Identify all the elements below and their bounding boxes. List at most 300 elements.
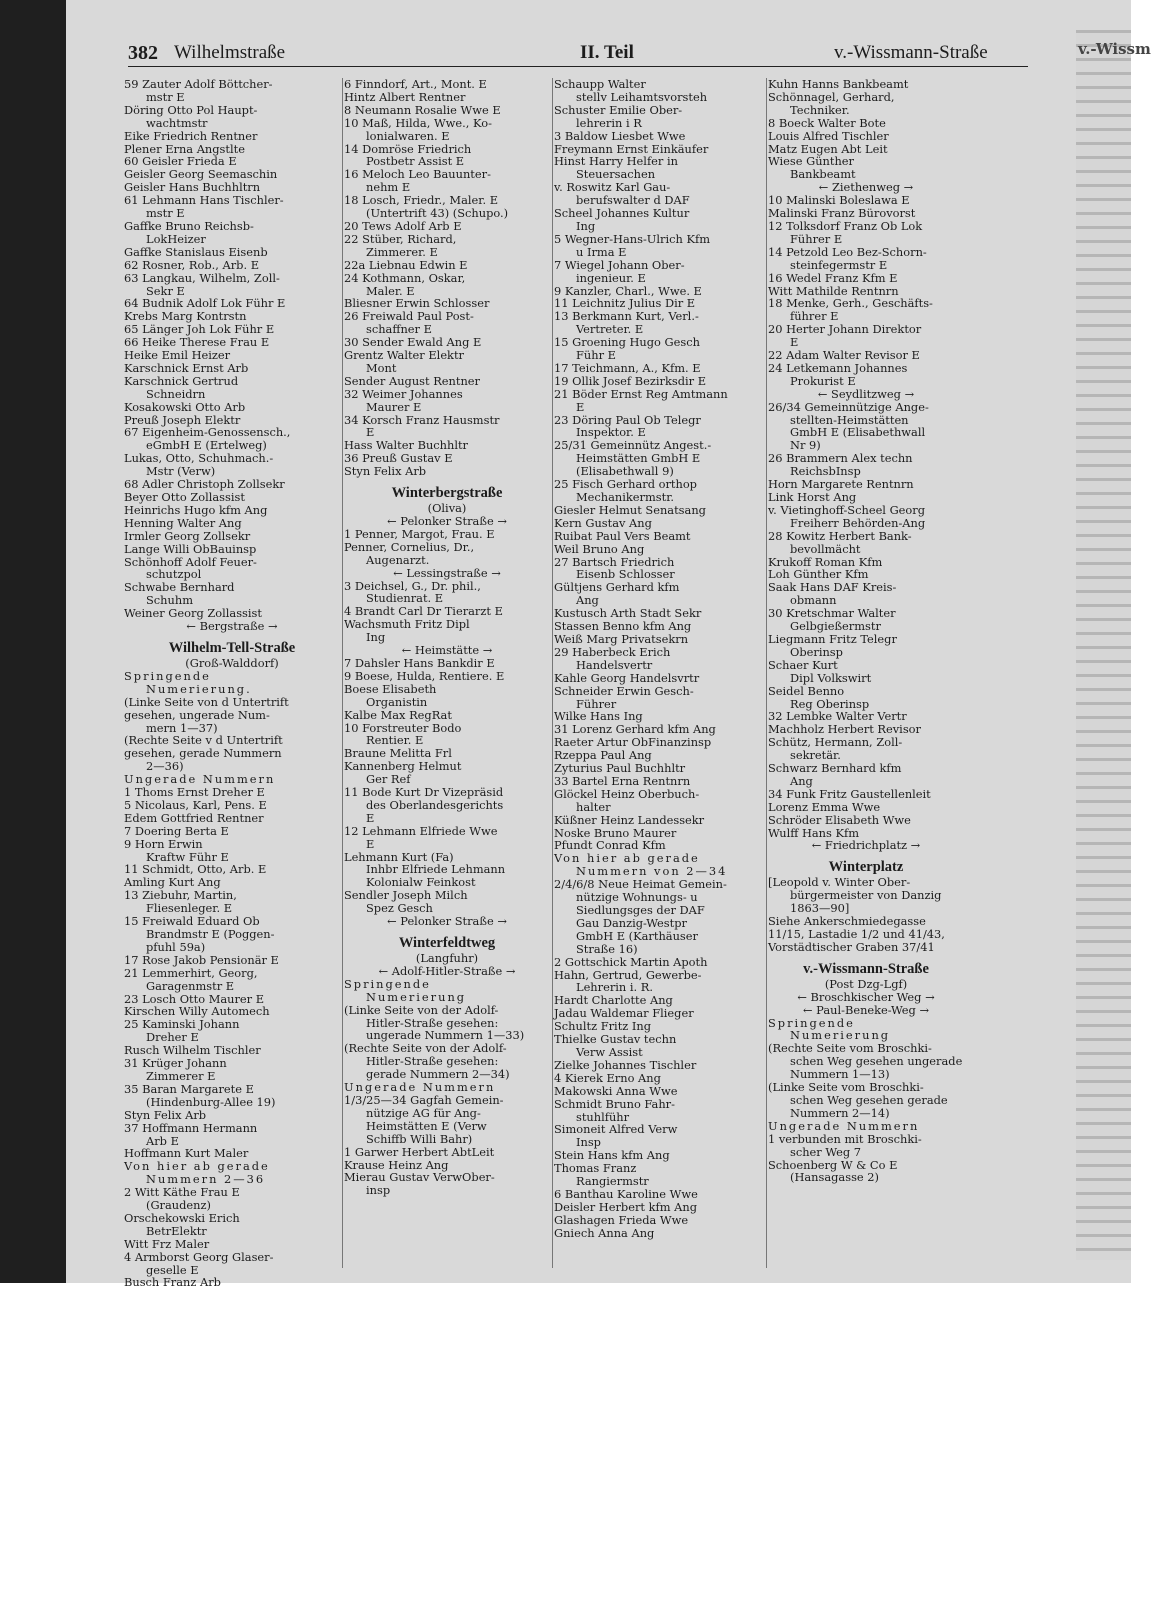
- numbering-note: Springende: [344, 976, 431, 991]
- directory-entry: 5 Wegner-Hans-Ulrich Kfm: [554, 231, 710, 246]
- directory-entry: 6 Finndorf, Art., Mont. E: [344, 77, 487, 91]
- directory-entry: 5 Nicolaus, Karl, Pens. E: [124, 797, 267, 812]
- directory-entry: 21 Böder Ernst Reg Amtmann: [554, 386, 728, 401]
- directory-entry: 4 Brandt Carl Dr Tierarzt E: [344, 604, 503, 619]
- directory-entry: Boese Elisabeth: [344, 681, 437, 696]
- directory-entry: Hitler-Straße gesehen:: [366, 1015, 499, 1030]
- directory-entry: bürgermeister von Danzig: [790, 888, 942, 903]
- directory-entry: Kosakowski Otto Arb: [124, 399, 246, 414]
- directory-entry: stellten-Heimstätten: [790, 412, 909, 427]
- directory-entry: Organistin: [366, 694, 428, 709]
- directory-entry: Krukoff Roman Kfm: [768, 554, 883, 569]
- directory-entry: gerade Nummern 2—34): [366, 1067, 510, 1082]
- directory-entry: Nr 9): [790, 438, 821, 453]
- directory-entry: des Oberlandesgerichts: [366, 797, 504, 812]
- directory-entry: Simoneit Alfred Verw: [554, 1122, 678, 1137]
- directory-entry: 36 Preuß Gustav E: [344, 451, 453, 466]
- directory-entry: Gau Danzig-Westpr: [576, 915, 687, 930]
- directory-entry: 62 Rosner, Rob., Arb. E: [124, 257, 260, 272]
- directory-entry: Geisler Hans Buchhltrn: [124, 180, 261, 195]
- directory-entry: pfuhl 59a): [146, 939, 206, 954]
- directory-entry: 1 Penner, Margot, Frau. E: [344, 526, 495, 541]
- directory-entry: Lange Willi ObBauinsp: [124, 541, 257, 556]
- column-1: [124, 77, 340, 1290]
- directory-entry: Schuster Emilie Ober-: [554, 102, 683, 117]
- directory-entry: Siehe Ankerschmiedegasse: [768, 914, 926, 929]
- directory-entry: 59 Zauter Adolf Böttcher-: [124, 77, 273, 91]
- directory-entry: 29 Haberbeck Erich: [554, 644, 671, 659]
- directory-entry: Sender August Rentner: [344, 373, 480, 388]
- directory-entry: Studienrat. E: [366, 591, 444, 606]
- column-2: [344, 78, 550, 1268]
- directory-entry: Handelsvertr: [576, 657, 653, 672]
- directory-entry: Wulff Hans Kfm: [768, 825, 859, 840]
- directory-entry: Edem Gottfried Rentner: [124, 810, 264, 825]
- directory-entry: 2—36): [146, 759, 184, 774]
- directory-entry: (Rechte Seite von der Adolf-: [344, 1041, 507, 1056]
- directory-entry: 64 Budnik Adolf Lok Führ E: [124, 296, 286, 311]
- directory-entry: Ing: [366, 630, 386, 645]
- directory-entry: 3 Deichsel, G., Dr. phil.,: [344, 578, 481, 593]
- directory-entry: 37 Hoffmann Hermann: [124, 1120, 258, 1135]
- directory-entry: Gelbgießermstr: [790, 619, 881, 634]
- directory-entry: Prokurist E: [790, 373, 856, 388]
- directory-entry: gesehen, ungerade Num-: [124, 707, 270, 722]
- directory-entry: 7 Wiegel Johann Ober-: [554, 257, 685, 272]
- directory-entry: 19 Ollik Josef Bezirksdir E: [554, 373, 707, 388]
- directory-entry: 26 Brammern Alex techn: [768, 451, 913, 466]
- directory-entry: Link Horst Ang: [768, 490, 857, 504]
- directory-entry: 23 Döring Paul Ob Telegr: [554, 412, 701, 427]
- directory-entry: Heimstätten GmbH E: [576, 451, 701, 466]
- directory-entry: Oberinsp: [790, 644, 843, 659]
- street-heading: Winterfeldtweg: [398, 935, 496, 951]
- directory-entry: Hoffmann Kurt Maler: [124, 1146, 249, 1161]
- directory-entry: 67 Eigenheim-Genossensch.,: [124, 425, 291, 440]
- directory-entry: 16 Meloch Leo Bauunter-: [344, 167, 491, 182]
- directory-entry: Arb E: [146, 1133, 179, 1148]
- directory-entry: 31 Krüger Johann: [124, 1056, 227, 1071]
- directory-entry: Küßner Heinz Landessekr: [554, 812, 705, 827]
- directory-entry: 12 Tolksdorf Franz Ob Lok: [768, 218, 923, 233]
- cross-street: ← Pelonker Straße →: [387, 914, 507, 929]
- directory-entry: Weiner Georg Zollassist: [124, 606, 262, 621]
- directory-entry: steinfegermstr E: [790, 257, 888, 272]
- directory-entry: 6 Banthau Karoline Wwe: [554, 1186, 698, 1201]
- directory-entry: Ang: [576, 593, 599, 608]
- directory-entry: mstr E: [146, 206, 185, 221]
- directory-entry: Döring Otto Pol Haupt-: [124, 102, 258, 117]
- directory-entry: 26/34 Gemeinnützige Ange-: [768, 399, 929, 414]
- directory-entry: Penner, Cornelius, Dr.,: [344, 539, 475, 554]
- directory-entry: Heinrichs Hugo kfm Ang: [124, 502, 268, 517]
- directory-entry: GmbH E (Elisabethwall: [790, 425, 926, 440]
- header-left-street: Wilhelmstraße: [174, 42, 286, 63]
- directory-entry: 20 Herter Johann Direktor: [768, 322, 922, 337]
- directory-entry: Scheel Johannes Kultur: [554, 206, 690, 221]
- directory-entry: 18 Losch, Friedr., Maler. E: [344, 193, 499, 208]
- directory-entry: Nummern 1—13): [790, 1067, 890, 1082]
- directory-entry: Amling Kurt Ang: [124, 875, 221, 890]
- directory-entry: Thielke Gustav techn: [554, 1032, 677, 1047]
- directory-entry: Kustusch Arth Stadt Sekr: [554, 606, 702, 621]
- directory-entry: 28 Kowitz Herbert Bank-: [768, 528, 912, 543]
- directory-entry: Witt Mathilde Rentnrn: [768, 283, 899, 298]
- directory-entry: Inhbr Elfriede Lehmann: [366, 862, 506, 877]
- directory-entry: scher Weg 7: [790, 1144, 862, 1159]
- directory-entry: nützige Wohnungs- u: [576, 890, 698, 905]
- district-label: (Groß-Walddorf): [185, 655, 279, 670]
- directory-entry: Brandmstr E (Poggen-: [146, 927, 275, 941]
- directory-entry: 14 Petzold Leo Bez-Schorn-: [768, 244, 927, 259]
- directory-entry: Sendler Joseph Milch: [344, 888, 468, 903]
- directory-entry: Henning Walter Ang: [124, 515, 242, 530]
- directory-entry: 22a Liebnau Edwin E: [344, 257, 468, 272]
- facing-page-header: v.-Wissm: [1078, 40, 1151, 58]
- directory-entry: 1863—90]: [790, 901, 850, 916]
- directory-entry: Ing: [576, 218, 596, 233]
- directory-entry: 2 Gottschick Martin Apoth: [554, 954, 708, 969]
- directory-entry: Deisler Herbert kfm Ang: [554, 1199, 698, 1214]
- directory-entry: Plener Erna Angstlte: [124, 141, 245, 156]
- numbering-note: Numerierung: [790, 1028, 891, 1043]
- directory-entry: 9 Boese, Hulda, Rentiere. E: [344, 668, 505, 683]
- directory-entry: Schaer Kurt: [768, 657, 838, 672]
- directory-entry: 16 Wedel Franz Kfm E: [768, 270, 898, 285]
- directory-entry: ungerade Nummern 1—33): [366, 1028, 525, 1043]
- directory-entry: Witt Frz Maler: [124, 1236, 210, 1251]
- directory-entry: 25/31 Gemeinnütz Angest.-: [554, 438, 712, 453]
- directory-entry: Hass Walter Buchhltr: [344, 438, 468, 453]
- directory-entry: Stassen Benno kfm Ang: [554, 619, 692, 634]
- directory-entry: berufswalter d DAF: [576, 193, 690, 208]
- directory-entry: lonialwaren. E: [366, 128, 450, 143]
- directory-entry: Raeter Artur ObFinanzinsp: [554, 735, 712, 750]
- directory-entry: Weiß Marg Privatsekrn: [554, 631, 689, 646]
- district-label: (Langfuhr): [415, 951, 479, 965]
- column-divider: [342, 78, 343, 1268]
- directory-entry: 65 Länger Joh Lok Führ E: [124, 322, 275, 337]
- directory-entry: nehm E: [366, 180, 411, 195]
- numbering-note: Numerierung: [366, 989, 467, 1004]
- directory-entry: (Hindenburg-Allee 19): [146, 1094, 276, 1109]
- column-4: [768, 78, 964, 1268]
- directory-entry: lehrerin i R: [576, 115, 642, 130]
- directory-entry: Spez Gesch: [366, 901, 433, 916]
- directory-entry: nützige AG für Ang-: [366, 1105, 481, 1120]
- directory-entry: Zimmerer. E: [366, 244, 438, 259]
- facing-page-bleed: [1076, 30, 1131, 1260]
- directory-entry: Schiffb Willi Bahr): [366, 1131, 473, 1146]
- directory-entry: 17 Teichmann, A., Kfm. E: [554, 360, 701, 375]
- directory-entry: 24 Letkemann Johannes: [768, 360, 908, 375]
- directory-entry: Matz Eugen Abt Leit: [768, 141, 888, 156]
- directory-entry: Lehmann Kurt (Fa): [344, 849, 454, 864]
- directory-entry: 30 Kretschmar Walter: [768, 606, 896, 621]
- directory-entry: Schönnagel, Gerhard,: [768, 89, 895, 104]
- directory-entry: Preuß Joseph Elektr: [124, 412, 241, 427]
- cross-street: ← Heimstätte →: [401, 643, 493, 658]
- directory-entry: Hitler-Straße gesehen:: [366, 1054, 499, 1069]
- directory-entry: Lukas, Otto, Schuhmach.-: [124, 451, 274, 466]
- directory-entry: Kannenberg Helmut: [344, 759, 462, 774]
- directory-entry: Machholz Herbert Revisor: [768, 722, 921, 737]
- directory-entry: 1 Garwer Herbert AbtLeit: [344, 1144, 495, 1159]
- directory-entry: Eike Friedrich Rentner: [124, 128, 258, 143]
- directory-entry: Styn Felix Arb: [344, 464, 427, 479]
- directory-entry: schaffner E: [366, 322, 432, 337]
- cross-street: ← Paul-Beneke-Weg →: [803, 1002, 929, 1017]
- directory-entry: (Rechte Seite v d Untertrift: [124, 733, 283, 748]
- directory-entry: Wilke Hans Ing: [554, 709, 643, 724]
- directory-entry: Liegmann Fritz Telegr: [768, 631, 897, 646]
- directory-entry: schutzpol: [146, 567, 202, 582]
- directory-entry: Schönhoff Adolf Feuer-: [124, 554, 257, 569]
- cross-street: ← Friedrichplatz →: [811, 838, 921, 853]
- directory-entry: Hahn, Gertrud, Gewerbe-: [554, 967, 702, 982]
- district-label: (Oliva): [427, 501, 467, 516]
- directory-entry: Gaffke Stanislaus Eisenb: [124, 244, 268, 259]
- directory-entry: führer E: [790, 309, 839, 324]
- column-divider: [766, 78, 767, 1268]
- directory-entry: 8 Neumann Rosalie Wwe E: [344, 102, 501, 117]
- directory-entry: Eisenb Schlosser: [576, 567, 675, 582]
- directory-entry: 22 Stüber, Richard,: [344, 231, 457, 246]
- directory-entry: Glöckel Heinz Oberbuch-: [554, 786, 700, 801]
- directory-entry: 4 Armborst Georg Glaser-: [124, 1249, 274, 1264]
- directory-entry: E: [576, 399, 585, 414]
- cross-street: ← Ziethenweg →: [818, 180, 914, 195]
- directory-entry: Nummern 2—14): [790, 1105, 890, 1120]
- directory-entry: Maler. E: [366, 283, 415, 298]
- directory-entry: Karschnick Ernst Arb: [124, 360, 249, 375]
- cross-street: ← Seydlitzweg →: [817, 386, 915, 401]
- numbering-note: Springende: [768, 1015, 855, 1030]
- directory-entry: LokHeizer: [146, 231, 206, 246]
- directory-entry: Schwarz Bernhard kfm: [768, 761, 902, 776]
- directory-entry: Hinst Harry Helfer in: [554, 154, 678, 169]
- directory-entry: 4 Kierek Erno Ang: [554, 1070, 661, 1085]
- directory-entry: 13 Berkmann Kurt, Verl.-: [554, 309, 699, 324]
- directory-entry: 8 Boeck Walter Bote: [768, 115, 886, 130]
- numbering-note: Ungerade Nummern: [344, 1080, 496, 1095]
- directory-entry: 63 Langkau, Wilhelm, Zoll-: [124, 270, 280, 285]
- directory-entry: 31 Lorenz Gerhard kfm Ang: [554, 722, 716, 737]
- directory-entry: 3 Baldow Liesbet Wwe: [554, 128, 686, 143]
- directory-entry: 11 Schmidt, Otto, Arb. E: [124, 862, 267, 877]
- directory-entry: obmann: [790, 593, 837, 608]
- street-heading: Winterplatz: [828, 859, 904, 876]
- directory-entry: Krause Heinz Ang: [344, 1157, 449, 1172]
- directory-entry: Malinski Franz Bürovorst: [768, 206, 916, 221]
- directory-entry: Mont: [366, 360, 397, 375]
- directory-entry: Jadau Waldemar Flieger: [554, 1006, 694, 1021]
- street-heading: Wilhelm-Tell-Straße: [168, 639, 296, 656]
- directory-entry: Mierau Gustav VerwOber-: [344, 1170, 495, 1185]
- directory-entry: 7 Dahsler Hans Bankdir E: [344, 655, 495, 670]
- directory-entry: 14 Domröse Friedrich: [344, 141, 472, 156]
- directory-entry: Rzeppa Paul Ang: [554, 748, 652, 763]
- directory-entry: Zyturius Paul Buchhltr: [554, 761, 686, 776]
- directory-entry: 17 Rose Jakob Pensionär E: [124, 952, 279, 967]
- directory-entry: Ang: [790, 773, 813, 788]
- directory-entry: (Rechte Seite vom Broschki-: [768, 1041, 932, 1056]
- directory-entry: (Linke Seite von der Adolf-: [344, 1002, 499, 1017]
- directory-entry: ReichsbInsp: [790, 464, 861, 479]
- directory-entry: Kraftw Führ E: [146, 849, 229, 864]
- directory-entry: E: [366, 810, 375, 825]
- directory-entry: Garagenmstr E: [146, 978, 235, 993]
- directory-entry: GmbH E (Karthäuser: [576, 928, 698, 943]
- directory-entry: Vertreter. E: [576, 322, 644, 337]
- directory-entry: Stein Hans kfm Ang: [554, 1148, 670, 1163]
- directory-entry: 61 Lehmann Hans Tischler-: [124, 193, 284, 208]
- directory-entry: Geisler Georg Seemaschin: [124, 167, 278, 182]
- directory-entry: Fliesenleger. E: [146, 901, 233, 916]
- numbering-note: Nummern 2—36: [146, 1172, 266, 1187]
- directory-entry: Louis Alfred Tischler: [768, 128, 889, 143]
- directory-entry: eGmbH E (Ertelweg): [146, 438, 267, 453]
- directory-entry: Maurer E: [366, 399, 422, 414]
- column-divider: [552, 78, 553, 1268]
- cross-street: ← Pelonker Straße →: [387, 514, 507, 528]
- directory-entry: [Leopold v. Winter Ober-: [768, 875, 911, 890]
- page-number: 382: [128, 42, 158, 64]
- directory-entry: Karschnick Gertrud: [124, 373, 239, 388]
- directory-entry: (Linke Seite von d Untertrift: [124, 694, 289, 709]
- directory-entry: mern 1—37): [146, 720, 218, 735]
- directory-entry: Ruibat Paul Vers Beamt: [554, 528, 691, 543]
- directory-entry: schen Weg gesehen ungerade: [790, 1054, 963, 1069]
- directory-entry: Grentz Walter Elektr: [344, 348, 464, 363]
- directory-entry: Kuhn Hanns Bankbeamt: [768, 77, 909, 91]
- directory-entry: (Graudenz): [146, 1198, 211, 1213]
- numbering-note: Numerierung.: [146, 681, 252, 696]
- directory-entry: mstr E: [146, 89, 185, 104]
- directory-entry: 10 Malinski Boleslawa E: [768, 193, 910, 208]
- directory-entry: Weil Bruno Ang: [554, 541, 645, 556]
- directory-entry: 34 Funk Fritz Gaustellenleit: [768, 786, 931, 801]
- directory-entry: u Irma E: [576, 244, 627, 259]
- directory-entry: Krebs Marg Kontrstn: [124, 309, 247, 324]
- directory-entry: 7 Doering Berta E: [124, 823, 229, 838]
- directory-entry: Insp: [576, 1135, 601, 1150]
- directory-entry: Augenarzt.: [366, 552, 430, 567]
- street-heading: Winterbergstraße: [391, 485, 503, 502]
- directory-entry: Hintz Albert Rentner: [344, 89, 466, 104]
- directory-entry: halter: [576, 799, 611, 814]
- directory-entry: Schaupp Walter: [554, 77, 646, 91]
- directory-entry: 34 Korsch Franz Hausmstr: [344, 412, 500, 427]
- directory-entry: E: [366, 425, 375, 440]
- directory-entry: Noske Bruno Maurer: [554, 825, 677, 840]
- directory-entry: 24 Kothmann, Oskar,: [344, 270, 466, 285]
- numbering-note: Springende: [124, 668, 211, 683]
- directory-entry: geselle E: [146, 1262, 199, 1277]
- directory-entry: Busch Franz Arb: [124, 1275, 221, 1290]
- directory-entry: 21 Lemmerhirt, Georg,: [124, 965, 258, 980]
- directory-entry: Schoenberg W & Co E: [768, 1157, 898, 1172]
- directory-entry: Loh Günther Kfm: [768, 567, 869, 582]
- directory-entry: (Untertrift 43) (Schupo.): [366, 206, 509, 221]
- directory-entry: Techniker.: [790, 102, 850, 117]
- directory-entry: Orschekowski Erich: [124, 1210, 240, 1225]
- directory-entry: 23 Losch Otto Maurer E: [124, 991, 265, 1006]
- numbering-note: Ungerade Nummern: [768, 1118, 920, 1133]
- directory-entry: 1 Thoms Ernst Dreher E: [124, 785, 265, 800]
- directory-entry: Ger Ref: [366, 772, 411, 787]
- directory-entry: (Linke Seite vom Broschki-: [768, 1080, 924, 1095]
- numbering-note: Ungerade Nummern: [124, 772, 276, 787]
- directory-entry: Gaffke Bruno Reichsb-: [124, 218, 254, 233]
- directory-entry: Heike Emil Heizer: [124, 348, 231, 363]
- directory-entry: Rangiermstr: [576, 1174, 649, 1189]
- directory-entry: schen Weg gesehen gerade: [790, 1092, 948, 1107]
- directory-entry: wachtmstr: [146, 115, 208, 130]
- directory-entry: Giesler Helmut Senatsang: [554, 502, 706, 517]
- page-header: [128, 40, 1028, 67]
- directory-entry: 11 Bode Kurt Dr Vizepräsid: [344, 785, 504, 800]
- directory-entry: stuhlführ: [576, 1109, 630, 1124]
- directory-entry: Schütz, Hermann, Zoll-: [768, 735, 903, 750]
- directory-entry: Straße 16): [576, 941, 638, 956]
- directory-entry: BetrElektr: [146, 1223, 207, 1238]
- directory-entry: Dreher E: [146, 1030, 199, 1045]
- directory-entry: Wachsmuth Fritz Dipl: [344, 617, 470, 632]
- directory-entry: Schneider Erwin Gesch-: [554, 683, 694, 698]
- directory-entry: (Hansagasse 2): [790, 1170, 879, 1185]
- directory-entry: Kolonialw Feinkost: [366, 875, 476, 890]
- directory-entry: Siedlungsges der DAF: [576, 903, 705, 917]
- directory-entry: 60 Geisler Frieda E: [124, 154, 237, 169]
- directory-entry: Kern Gustav Ang: [554, 515, 652, 530]
- directory-entry: 11 Leichnitz Julius Dir E: [554, 296, 696, 311]
- directory-entry: stellv Leihamtsvorsteh: [576, 89, 708, 104]
- directory-entry: insp: [366, 1183, 391, 1198]
- cross-street: ← Bergstraße →: [186, 619, 278, 634]
- directory-entry: Mechanikermstr.: [576, 490, 675, 504]
- directory-entry: v. Vietinghoff-Scheel Georg: [768, 502, 926, 517]
- directory-entry: 68 Adler Christoph Zollsekr: [124, 477, 285, 492]
- directory-entry: Seidel Benno: [768, 683, 845, 698]
- directory-entry: 35 Baran Margarete E: [124, 1081, 254, 1096]
- directory-entry: 2 Witt Käthe Frau E: [124, 1185, 240, 1200]
- directory-entry: Schmidt Bruno Fahr-: [554, 1096, 675, 1111]
- directory-entry: Styn Felix Arb: [124, 1107, 207, 1122]
- directory-entry: Steuersachen: [576, 167, 656, 182]
- directory-entry: 25 Kaminski Johann: [124, 1017, 240, 1032]
- directory-entry: Schneidrn: [146, 386, 206, 401]
- directory-entry: 20 Tews Adolf Arb E: [344, 218, 462, 233]
- directory-entry: 32 Weimer Johannes: [344, 386, 463, 401]
- directory-entry: 10 Maß, Hilda, Wwe., Ko-: [344, 115, 492, 130]
- directory-entry: Führer: [576, 696, 617, 711]
- directory-entry: Schuhm: [146, 593, 193, 608]
- directory-entry: Bliesner Erwin Schlosser: [344, 296, 490, 311]
- directory-entry: Führ E: [576, 348, 616, 363]
- directory-entry: Schultz Fritz Ing: [554, 1019, 652, 1034]
- directory-entry: Lorenz Emma Wwe: [768, 799, 881, 814]
- directory-entry: Gniech Anna Ang: [554, 1225, 655, 1240]
- directory-entry: Beyer Otto Zollassist: [124, 490, 245, 504]
- directory-entry: bevollmächt: [790, 541, 861, 556]
- directory-entry: 66 Heike Therese Frau E: [124, 335, 270, 350]
- directory-entry: 15 Groening Hugo Gesch: [554, 335, 700, 350]
- directory-entry: 9 Kanzler, Charl., Wwe. E: [554, 283, 702, 298]
- directory-entry: Lehrerin i. R.: [576, 980, 653, 995]
- street-heading: v.-Wissmann-Straße: [803, 960, 929, 977]
- directory-entry: Dipl Volkswirt: [790, 670, 872, 685]
